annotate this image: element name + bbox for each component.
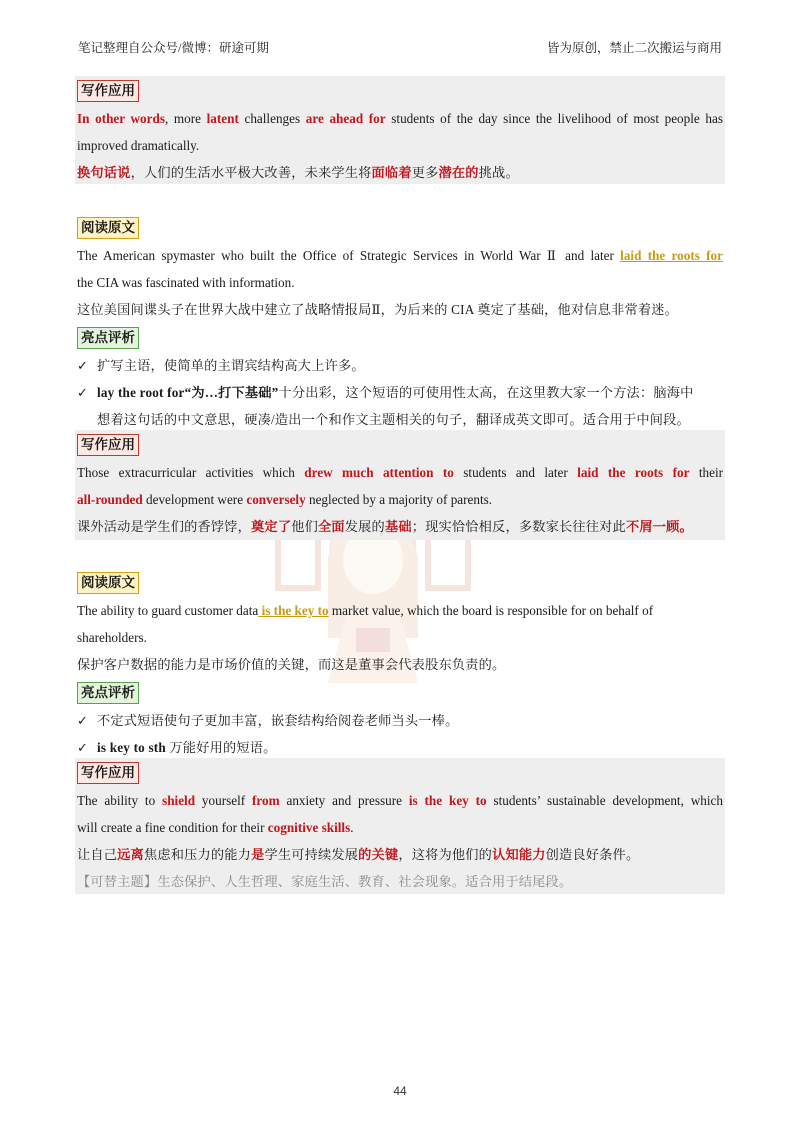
text: 十分出彩，这个短语的可使用性太高，在这里教大家一个方法：脑海中 <box>278 385 694 400</box>
review-item <box>77 734 723 761</box>
highlight-phrase: laid the roots for <box>577 465 690 480</box>
section-3-writing <box>75 758 725 894</box>
text: anxiety and pressure <box>279 793 409 808</box>
highlight-phrase: 面临着 <box>371 165 412 180</box>
highlight-phrase: is the key to <box>408 793 487 808</box>
text: their <box>689 465 724 480</box>
highlight-review-tag: 亮点评析 <box>77 682 139 704</box>
text: . <box>350 820 354 835</box>
highlight-phrase: drew much attention to <box>304 465 454 480</box>
reading-cn-line: 这位美国间谍头子在世界大战中建立了战略情报局Ⅱ，为后来的 CIA 奠定了基础，他对信息非常着迷。 <box>77 302 679 317</box>
header-notice: 皆为原创，禁止二次搬运与商用 <box>546 41 722 55</box>
text: 挑战。 <box>478 165 519 180</box>
writing-en-line-1 <box>77 105 723 132</box>
text: ，这将为他们的 <box>398 847 493 862</box>
check-icon: ✓ <box>77 713 89 728</box>
text: 学生可持续发展 <box>264 847 359 862</box>
section-2-reading <box>75 213 725 433</box>
reading-original-tag: 阅读原文 <box>77 572 139 594</box>
writing-cn-line <box>77 841 723 868</box>
writing-application-tag: 写作应用 <box>77 762 139 784</box>
highlight-phrase: conversely <box>246 492 306 507</box>
writing-en-line-2: improved dramatically. <box>77 138 200 153</box>
reading-original-tag: 阅读原文 <box>77 217 139 239</box>
text: , more <box>164 111 207 126</box>
text: 更多 <box>411 165 439 180</box>
review-item <box>77 707 723 734</box>
section-2-writing <box>75 430 725 540</box>
reading-en-line-2: shareholders. <box>77 630 147 645</box>
phrase: lay the root for <box>97 385 185 400</box>
key-phrase: laid the roots for <box>620 248 723 263</box>
highlight-phrase: 远离 <box>117 847 144 862</box>
text: The ability to <box>77 793 163 808</box>
text: students’ sustainable development, which <box>486 793 723 808</box>
highlight-phrase: cognitive skills <box>267 820 351 835</box>
text: 让自己 <box>77 847 118 862</box>
text: Those extracurricular activities which <box>77 465 305 480</box>
highlight-review-tag: 亮点评析 <box>77 327 139 349</box>
review-item <box>77 352 723 379</box>
reading-en-line-2: the CIA was fascinated with information. <box>77 275 295 290</box>
page-header <box>78 38 722 58</box>
text: will create a fine condition for their <box>77 820 268 835</box>
writing-en-line-1 <box>77 459 723 486</box>
highlight-phrase: 不屑一顾。 <box>625 519 693 534</box>
reading-en-line-1 <box>77 242 723 269</box>
reading-en-line-1 <box>77 597 723 624</box>
text: The American spymaster who built the Office of Strategic Services in World War Ⅱ and later <box>77 248 621 263</box>
writing-en-line-2 <box>77 486 723 513</box>
text: yourself <box>195 793 252 808</box>
highlight-phrase: 认知能力 <box>492 847 546 862</box>
text: 不定式短语使句子更加丰富，嵌套结构给阅卷老师当头一棒。 <box>97 713 459 728</box>
highlight-phrase: all-rounded <box>77 492 143 507</box>
highlight-phrase: 是 <box>251 847 265 862</box>
phrase: is key to sth <box>97 740 166 755</box>
writing-en-line-1 <box>77 787 723 814</box>
writing-en-line-2 <box>77 814 723 841</box>
reading-cn-line: 保护客户数据的能力是市场价值的关键，而这是董事会代表股东负责的。 <box>77 657 506 672</box>
review-item-continued: 想着这句话的中文意思，硬凑/造出一个和作文主题相关的句子，翻译成英文即可。适合用于中间段。 <box>97 412 690 427</box>
highlight-phrase: In other words <box>77 111 165 126</box>
text: 他们 <box>291 519 318 534</box>
text: 课外活动是学生们的香饽饽， <box>77 519 252 534</box>
section-3-reading <box>75 568 725 761</box>
text: students and later <box>453 465 578 480</box>
key-phrase: is the key to <box>258 603 329 618</box>
check-icon: ✓ <box>77 385 89 400</box>
highlight-phrase: are ahead for <box>305 111 386 126</box>
text: 万能好用的短语。 <box>169 740 277 755</box>
text: ；现实恰恰相反，多数家长往往对此 <box>411 519 626 534</box>
text: 发展的 <box>344 519 385 534</box>
header-source: 笔记整理自公众号/微博：研途可期 <box>78 41 269 55</box>
page-number: 44 <box>393 1084 407 1098</box>
check-icon: ✓ <box>77 740 89 755</box>
text: market value, which the board is responsible for on behalf of <box>328 603 654 618</box>
highlight-phrase: 基础 <box>384 519 412 534</box>
text: 创造良好条件。 <box>545 847 640 862</box>
highlight-phrase: 奠定了 <box>251 519 292 534</box>
writing-application-tag: 写作应用 <box>77 80 139 102</box>
highlight-phrase: 的关键 <box>358 847 399 862</box>
highlight-phrase: latent <box>206 111 239 126</box>
text: challenges <box>238 111 306 126</box>
text: development were <box>142 492 247 507</box>
highlight-phrase: from <box>252 793 280 808</box>
highlight-phrase: shield <box>162 793 196 808</box>
highlight-phrase: 换句话说 <box>77 165 131 180</box>
text: neglected by a majority of parents. <box>305 492 493 507</box>
highlight-phrase: 潜在的 <box>438 165 479 180</box>
text: 扩写主语，使简单的主谓宾结构高大上许多。 <box>97 358 365 373</box>
highlight-phrase: 全面 <box>318 519 345 534</box>
writing-cn-line <box>77 513 723 540</box>
writing-cn-line <box>77 159 723 186</box>
text: students of the day since the livelihood of most people has <box>385 111 723 126</box>
phrase-meaning: “为…打下基础” <box>184 385 279 400</box>
check-icon: ✓ <box>77 358 89 373</box>
section-1-writing <box>75 76 725 184</box>
text: The ability to guard customer data <box>77 603 259 618</box>
review-item <box>77 379 723 406</box>
writing-application-tag: 写作应用 <box>77 434 139 456</box>
text: 焦虑和压力的能力 <box>143 847 252 862</box>
text: ，人们的生活水平极大改善，未来学生将 <box>130 165 372 180</box>
alternative-topics: 【可替主题】生态保护、人生哲理、家庭生活、教育、社会现象。适合用于结尾段。 <box>77 874 573 889</box>
